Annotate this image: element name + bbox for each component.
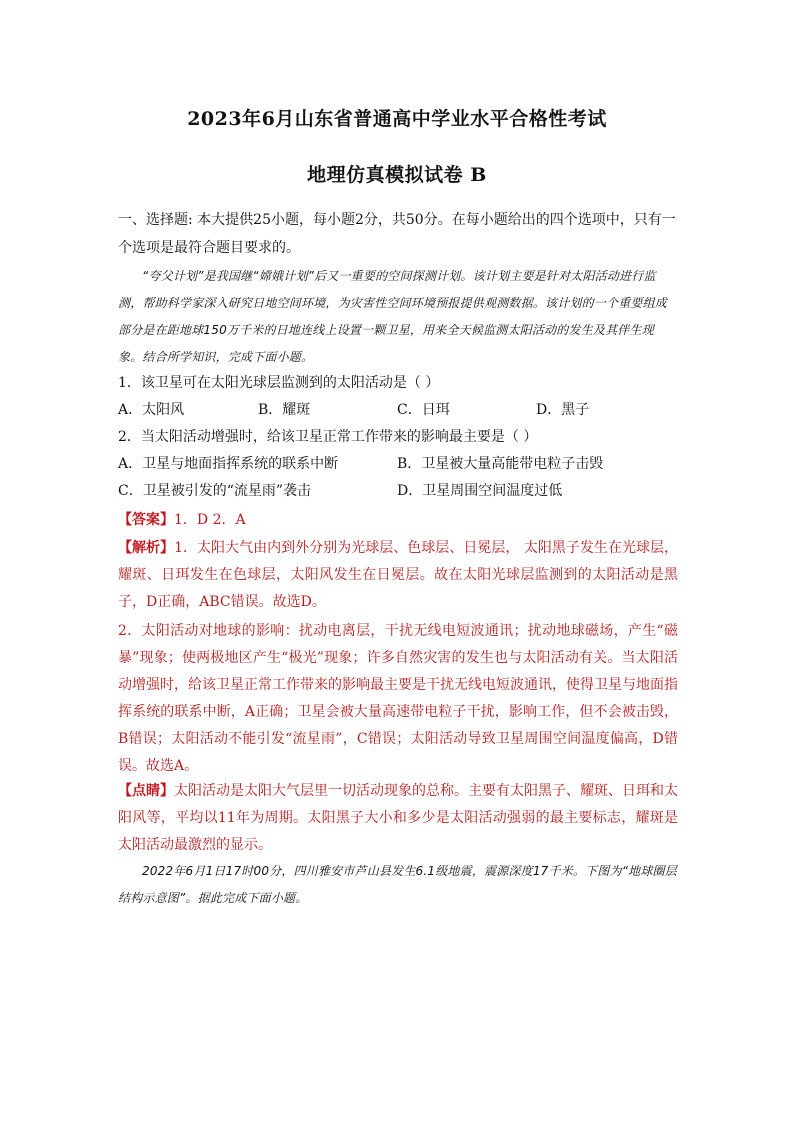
analysis-part-1: 1．太阳大气由内到外分别为光球层、色球层、日冕层， 太阳黑子发生在光球层，耀斑、日珥发生在色球层，太阳风发生在日冕层。故在太阳光球层监测到的太阳活动是黑子，D正确，ABC错误。故选D。 <box>118 540 679 610</box>
answer-tag: 【答案】 <box>118 512 174 528</box>
q1-option-b[interactable]: B．耀斑 <box>258 402 311 418</box>
analysis-part-2: 2．太阳活动对地球的影响：扰动电离层，干扰无线电短波通讯；扰动地球磁场，产生“磁暴”现象；使两极地区产生“极光”现象；许多自然灾害的发生也与太阳活动有关。当太阳活动增强时，给该卫星正常工作带来的影响最主要是干扰无线电短波通讯，使得卫星与地面指挥系统的联系中断，A正确；卫星会被大量高速带电粒子干扰，影响工作，但不会被击毁，B错误；太阳活动不能引发“流星雨”，C错误；太阳活动导致卫星周围空间温度偏高，D错误。故选A。 <box>118 623 678 774</box>
q1-option-d[interactable]: D．黑子 <box>536 402 590 418</box>
exam-title: 2023年6月山东省普通高中学业水平合格性考试 <box>187 108 607 130</box>
dianjing-tag: 【点睛】 <box>118 783 174 799</box>
exam-subtitle: 地理仿真模拟试卷 B <box>307 164 487 186</box>
dianjing-text: 太阳活动是太阳大气层里一切活动现象的总称。主要有太阳黑子、耀斑、日珥和太阳风等，平均以11年为周期。太阳黑子大小和多少是太阳活动强弱的最主要标志，耀斑是太阳活动最激烈的显示。 <box>118 783 678 853</box>
q2-option-b[interactable]: B．卫星被大量高能带电粒子击毁 <box>397 456 604 472</box>
question-1-options <box>118 397 678 423</box>
question-2-options-row1 <box>118 451 678 477</box>
question-2-stem: 2．当太阳活动增强时，给该卫星正常工作带来的影响最主要是（ ） <box>118 429 538 445</box>
analysis-block <box>118 535 678 616</box>
q2-option-d[interactable]: D．卫星周围空间温度过低 <box>397 483 563 499</box>
answer-line <box>118 507 678 533</box>
q2-option-a[interactable]: A．卫星与地面指挥系统的联系中断 <box>118 456 339 472</box>
question-2-options-row2 <box>118 478 678 504</box>
reading-passage-2: 2022年6月1日17时00分，四川雅安市芦山县发生6.1级地震，震源深度17千米。下图为“地球圈层结构示意图”。据此完成下面小题。 <box>118 864 677 905</box>
analysis-tag: 【解析】 <box>118 540 175 556</box>
question-1-stem: 1．该卫星可在太阳光球层监测到的太阳活动是（ ） <box>118 375 440 391</box>
reading-passage-1: “夸父计划”是我国继“嫦娥计划”后又一重要的空间探测计划。该计划主要是针对太阳活动进行监测，帮助科学家深入研究日地空间环境，为灾害性空间环境预报提供观测数据。该计划的一个重要组成部分是在距地球150万千米的日地连线上设置一颗卫星，用来全天候监测太阳活动的发生及其伴生现象。结合所学知识，完成下面小题。 <box>118 269 668 364</box>
answer-text: 1．D 2．A <box>174 512 246 528</box>
dianjing-block <box>118 778 678 859</box>
q2-option-c[interactable]: C．卫星被引发的“流星雨”袭击 <box>118 483 312 499</box>
q1-option-c[interactable]: C．日珥 <box>397 402 450 418</box>
section-instructions: 一、选择题: 本大提供25小题，每小题2分，共50分。在每小题给出的四个选项中，只有一个选项是最符合题目要求的。 <box>118 212 676 256</box>
q1-option-a[interactable]: A．太阳风 <box>118 402 185 418</box>
